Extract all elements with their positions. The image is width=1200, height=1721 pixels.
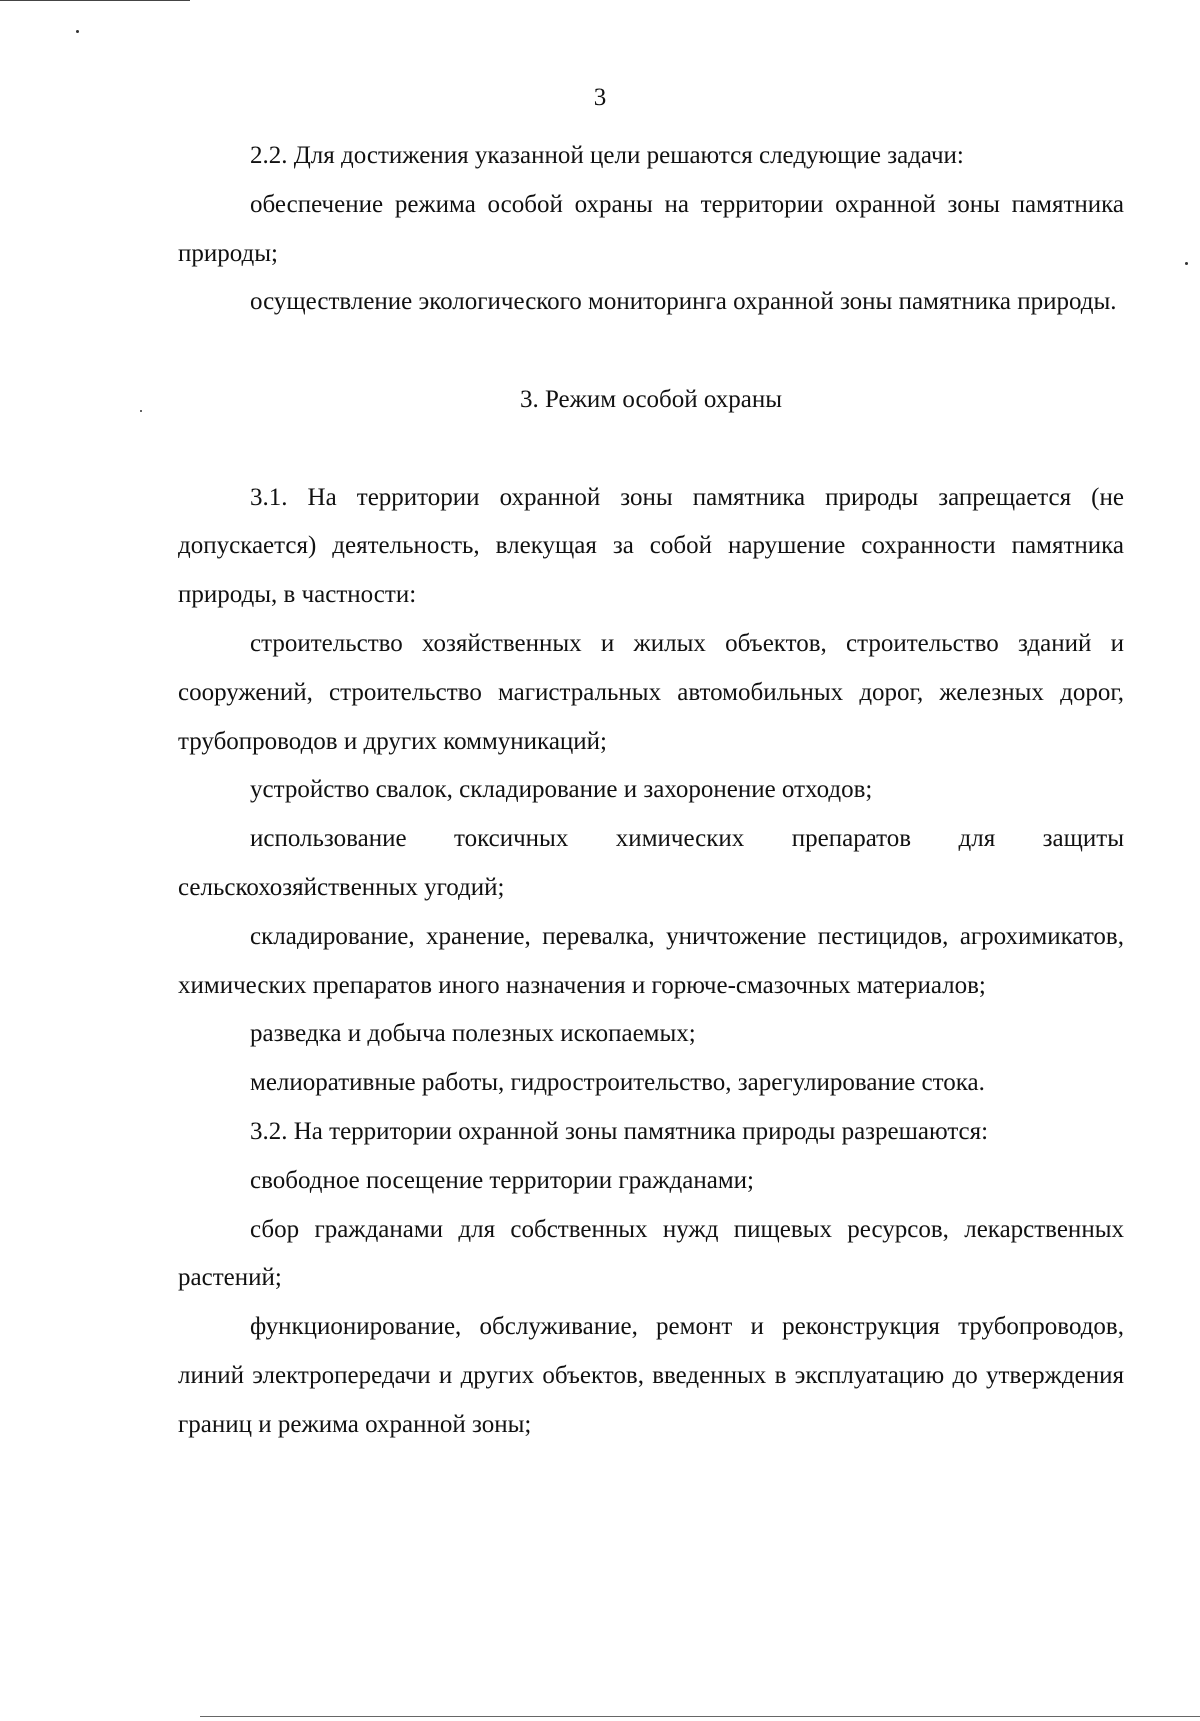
paragraph: сбор гражданами для собственных нужд пищевых ресурсов, лекарственных растений;: [178, 1215, 1124, 1292]
paragraph: использование токсичных химических препаратов для защиты сельскохозяйственных угодий;: [178, 825, 1124, 901]
document-body: [178, 132, 1124, 1450]
spacer: [178, 327, 1124, 376]
paragraph: свободное посещение территории гражданами;: [250, 1166, 754, 1194]
scan-artifact-bottom-line: [200, 1716, 1200, 1717]
paragraph: строительство хозяйственных и жилых объектов, строительство зданий и сооружений, строительство магистральных автомобильных дорог, железных дорог, трубопроводов и других коммуникаций;: [178, 629, 1124, 755]
paragraph: 3.1. На территории охранной зоны памятника природы запрещается (не допускается) деятельность, влекущая за собой нарушение сохранности памятника природы, в частности:: [178, 483, 1124, 609]
scan-speck: [140, 410, 142, 412]
paragraph: складирование, хранение, перевалка, уничтожение пестицидов, агрохимикатов, химических препаратов иного назначения и горюче-смазочных материалов;: [178, 922, 1124, 999]
paragraph: осуществление экологического мониторинга охранной зоны памятника природы.: [250, 288, 1117, 316]
paragraph: обеспечение режима особой охраны на территории охранной зоны памятника природы;: [178, 190, 1124, 267]
paragraph: устройство свалок, складирование и захоронение отходов;: [250, 776, 873, 804]
paragraph: функционирование, обслуживание, ремонт и реконструкция трубопроводов, линий электропередачи и других объектов, введенных в эксплуатацию до утверждения границ и режима охранной зоны;: [178, 1313, 1124, 1438]
scan-speck: [1185, 262, 1188, 265]
paragraph: разведка и добыча полезных ископаемых;: [250, 1020, 696, 1048]
section-heading: 3. Режим особой охраны: [519, 385, 783, 413]
spacer: [178, 425, 1124, 474]
scan-speck: [76, 30, 79, 33]
paragraph: мелиоративные работы, гидростроительство, зарегулирование стока.: [250, 1069, 985, 1097]
paragraph: 3.2. На территории охранной зоны памятника природы разрешаются:: [250, 1117, 989, 1145]
scan-artifact-top-line: [0, 0, 190, 1]
paragraph: 2.2. Для достижения указанной цели решаются следующие задачи:: [250, 142, 964, 169]
page-number: 3: [593, 84, 607, 111]
